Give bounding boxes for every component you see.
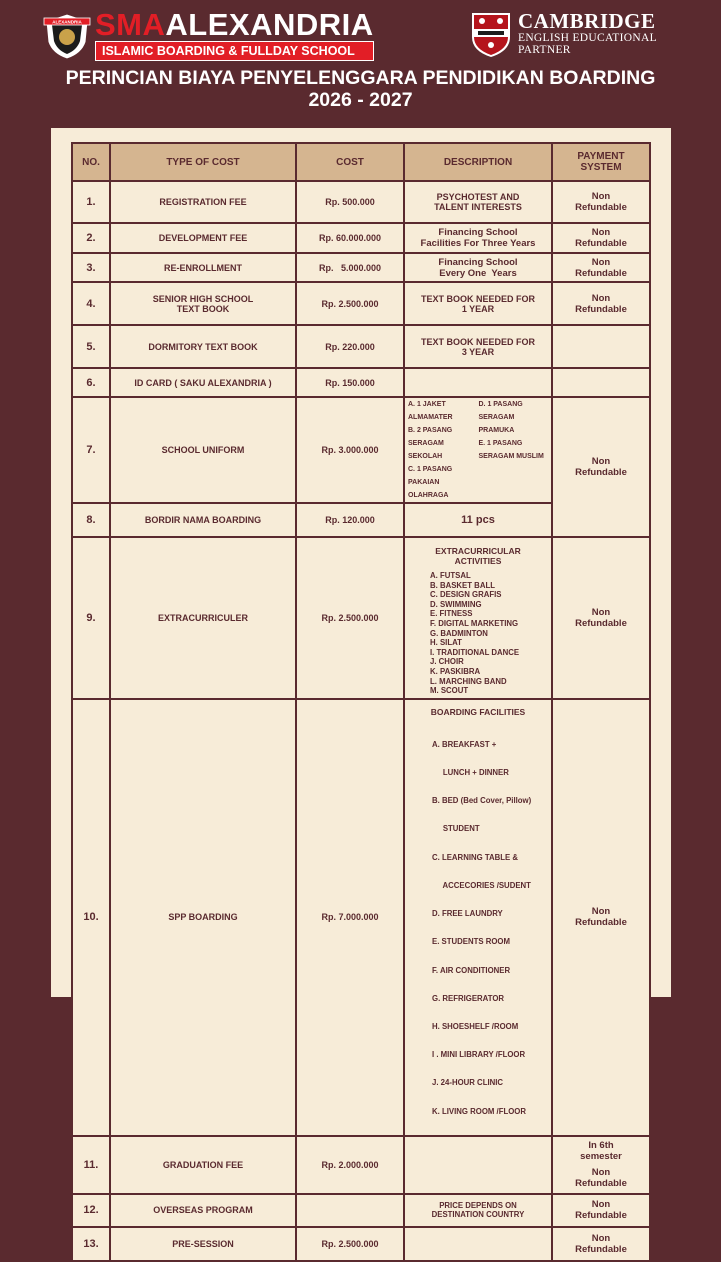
- desc-line2: DESTINATION COUNTRY: [431, 1210, 525, 1220]
- cambridge-line2: PARTNER: [518, 44, 571, 56]
- row-type: PRE-SESSION: [110, 1227, 296, 1261]
- row-payment: [552, 1227, 650, 1261]
- row-number: 6.: [72, 368, 110, 397]
- page-title: [0, 67, 721, 111]
- list-item: A. BREAKFAST +: [432, 739, 497, 749]
- row-cost: Rp. 2.500.000: [296, 537, 404, 699]
- row-description: [404, 1227, 552, 1261]
- list-item: J. CHOIR: [430, 657, 464, 667]
- desc-line2: Every One Years: [439, 267, 517, 279]
- list-item: M. SCOUT: [430, 686, 469, 696]
- uniform-list-right: D. 1 PASANG SERAGAM PRAMUKA E. 1 PASANG SERAGAM MUSLIM: [478, 401, 544, 460]
- list-item: A. FUTSAL: [430, 571, 471, 580]
- row-cost: Rp. 500.000: [296, 181, 404, 223]
- payment-line2: Refundable: [575, 1178, 627, 1190]
- row-number: 12.: [72, 1194, 110, 1227]
- desc-line2: 1 YEAR: [461, 303, 495, 314]
- row-type: EXTRACURRICULER: [110, 537, 296, 699]
- list-item: H. SILAT: [430, 638, 462, 648]
- row-payment: [552, 699, 650, 1136]
- school-brand: [95, 7, 374, 61]
- list-item: K. PASKIBRA: [430, 666, 481, 676]
- payment-line2: Refundable: [575, 303, 627, 315]
- table-header-row: [72, 143, 650, 181]
- row-cost: Rp. 2.000.000: [296, 1136, 404, 1194]
- payment-line1: Non: [591, 256, 611, 268]
- row-payment: [552, 181, 650, 223]
- list-item: D. SWIMMING: [430, 599, 482, 609]
- list-item: ACCECORIES /SUDENT: [432, 880, 531, 890]
- row-description: [404, 368, 552, 397]
- row-cost: Rp. 60.000.000: [296, 223, 404, 253]
- payment-line2: Refundable: [575, 202, 627, 213]
- row-number: 8.: [72, 503, 110, 537]
- row-description: [404, 223, 552, 253]
- cambridge-partner: [518, 10, 657, 56]
- list-item: B. BASKET BALL: [430, 580, 495, 590]
- row-type: SPP BOARDING: [110, 699, 296, 1136]
- header-no: NO.: [72, 143, 110, 181]
- desc-line1: TEXT BOOK NEEDED FOR: [420, 293, 535, 304]
- row-description: [404, 181, 552, 223]
- row-description: [404, 1194, 552, 1227]
- table-row: [72, 253, 650, 282]
- table-row: [72, 1194, 650, 1227]
- list-item: H. SHOESHELF /ROOM: [432, 1022, 519, 1031]
- payment-line1: Non: [591, 191, 611, 202]
- school-name: [95, 7, 374, 42]
- payment-line2: Refundable: [575, 467, 627, 478]
- desc-line1: PRICE DEPENDS ON: [439, 1201, 517, 1211]
- row-type: DORMITORY TEXT BOOK: [110, 325, 296, 368]
- desc-line2: Facilities For Three Years: [420, 238, 536, 249]
- header-payment-line2: SYSTEM: [580, 162, 622, 173]
- row-description: [404, 537, 552, 699]
- row-number: 4.: [72, 282, 110, 325]
- row-number: 11.: [72, 1136, 110, 1194]
- payment-line2: Refundable: [575, 1243, 627, 1255]
- list-item: G. REFRIGERATOR: [432, 993, 505, 1003]
- desc-line1: Financing School: [438, 227, 518, 238]
- row-description: [404, 282, 552, 325]
- desc-line1: TEXT BOOK NEEDED FOR: [420, 336, 535, 347]
- header-cost: COST: [296, 143, 404, 181]
- list-item: F. DIGITAL MARKETING: [430, 618, 519, 628]
- table-row: [72, 397, 650, 503]
- cambridge-name: CAMBRIDGE: [518, 9, 656, 33]
- row-cost: Rp. 150.000: [296, 368, 404, 397]
- payment-line1: Non: [591, 227, 611, 238]
- payment-line1: Non: [591, 456, 611, 467]
- list-item: G. BADMINTON: [430, 628, 488, 638]
- table-row: [72, 537, 650, 699]
- list-title-line2: ACTIVITIES: [454, 556, 502, 566]
- row-description: [404, 253, 552, 282]
- list-item: I. TRADITIONAL DANCE: [430, 647, 520, 657]
- row-cost: Rp. 220.000: [296, 325, 404, 368]
- header-payment-line1: PAYMENT: [577, 151, 625, 162]
- type-line1: SENIOR HIGH SCHOOL: [152, 293, 254, 304]
- header-type: TYPE OF COST: [110, 143, 296, 181]
- payment-line2: Refundable: [575, 917, 627, 929]
- row-payment: [552, 1194, 650, 1227]
- table-row: [72, 282, 650, 325]
- payment-note-line2: semester: [580, 1151, 622, 1163]
- title-line-1: PERINCIAN BIAYA PENYELENGGARA PENDIDIKAN BOARDING: [65, 67, 656, 89]
- list-item: J. 24-HOUR CLINIC: [432, 1078, 504, 1088]
- row-number: 3.: [72, 253, 110, 282]
- row-type: SCHOOL UNIFORM: [110, 397, 296, 503]
- school-name-part1: SMA: [95, 7, 166, 42]
- row-number: 13.: [72, 1227, 110, 1261]
- header: [0, 0, 721, 120]
- row-number: 5.: [72, 325, 110, 368]
- row-type: GRADUATION FEE: [110, 1136, 296, 1194]
- cambridge-shield-icon: [470, 11, 512, 59]
- payment-line1: Non: [591, 1167, 611, 1179]
- list-item: I . MINI LIBRARY /FLOOR: [432, 1050, 526, 1060]
- desc-line1: PSYCHOTEST AND: [436, 192, 520, 202]
- row-number: 10.: [72, 699, 110, 1136]
- row-number: 9.: [72, 537, 110, 699]
- list-item: E. STUDENTS ROOM: [432, 937, 510, 947]
- row-type: ID CARD ( SAKU ALEXANDRIA ): [110, 368, 296, 397]
- table-row: [72, 1227, 650, 1261]
- table-row: [72, 1136, 650, 1194]
- table-row: [72, 699, 650, 1136]
- payment-note-line1: In 6th: [588, 1140, 614, 1152]
- boarding-facilities-list: [408, 721, 548, 1135]
- row-type: [110, 282, 296, 325]
- row-type: DEVELOPMENT FEE: [110, 223, 296, 253]
- cost-table: [71, 142, 651, 1262]
- desc-line1: Financing School: [438, 256, 518, 268]
- row-description: [404, 325, 552, 368]
- table-row: [72, 368, 650, 397]
- list-item: D. FREE LAUNDRY: [432, 909, 503, 919]
- list-item: LUNCH + DINNER: [432, 768, 509, 778]
- title-line-2: 2026 - 2027: [308, 89, 413, 111]
- row-type: RE-ENROLLMENT: [110, 253, 296, 282]
- uniform-list: [408, 398, 549, 502]
- row-payment: [552, 368, 650, 397]
- uniform-list-left: A. 1 JAKET ALMAMATER B. 2 PASANG SERAGAM SEKOLAH C. 1 PASANG PAKAIAN OLAHRAGA: [408, 401, 453, 499]
- payment-line2: Refundable: [575, 618, 627, 629]
- school-crest-icon: [42, 12, 92, 60]
- cambridge-line1: ENGLISH EDUCATIONAL: [518, 32, 657, 44]
- row-payment: [552, 282, 650, 325]
- row-payment: [552, 537, 650, 699]
- row-payment: [552, 253, 650, 282]
- extracurricular-list: [408, 571, 548, 696]
- row-number: 1.: [72, 181, 110, 223]
- payment-line1: Non: [591, 906, 611, 918]
- row-description: [404, 1136, 552, 1194]
- school-subtitle: ISLAMIC BOARDING & FULLDAY SCHOOL: [95, 41, 374, 61]
- payment-line1: Non: [591, 1199, 611, 1211]
- list-item: B. BED (Bed Cover, Pillow): [432, 796, 532, 806]
- row-type: BORDIR NAMA BOARDING: [110, 503, 296, 537]
- desc-line2: TALENT INTERESTS: [434, 202, 522, 212]
- payment-line1: Non: [591, 1232, 611, 1244]
- row-cost: Rp. 3.000.000: [296, 397, 404, 503]
- row-number: 7.: [72, 397, 110, 503]
- list-title: [408, 546, 548, 566]
- row-description: [404, 397, 552, 503]
- desc-line2: 3 YEAR: [461, 346, 495, 357]
- list-item: L. MARCHING BAND: [430, 676, 507, 686]
- row-payment: [552, 325, 650, 368]
- list-item: STUDENT: [432, 824, 480, 834]
- row-cost: Rp. 2.500.000: [296, 1227, 404, 1261]
- payment-line1: Non: [591, 292, 611, 304]
- table-row: [72, 181, 650, 223]
- payment-line1: Non: [591, 607, 611, 618]
- list-title-line1: EXTRACURRICULAR: [435, 546, 521, 556]
- list-item: C. LEARNING TABLE &: [432, 852, 519, 862]
- row-type: REGISTRATION FEE: [110, 181, 296, 223]
- payment-line2: Refundable: [575, 1210, 627, 1222]
- list-item: C. DESIGN GRAFIS: [430, 590, 502, 600]
- row-type: OVERSEAS PROGRAM: [110, 1194, 296, 1227]
- list-title: BOARDING FACILITIES: [430, 707, 526, 717]
- row-payment: [552, 397, 650, 537]
- table-row: [72, 223, 650, 253]
- list-item: E. FITNESS: [430, 609, 473, 619]
- row-cost: Rp. 2.500.000: [296, 282, 404, 325]
- payment-line2: Refundable: [575, 238, 627, 249]
- logo-ribbon-text: ALEXANDRIA: [52, 19, 82, 25]
- table-row: [72, 325, 650, 368]
- list-item: F. AIR CONDITIONER: [432, 965, 511, 975]
- header-description: DESCRIPTION: [404, 143, 552, 181]
- row-cost: Rp. 5.000.000: [296, 253, 404, 282]
- row-cost: Rp. 7.000.000: [296, 699, 404, 1136]
- row-cost: [296, 1194, 404, 1227]
- school-name-part2: ALEXANDRIA: [165, 7, 374, 42]
- row-number: 2.: [72, 223, 110, 253]
- list-item: K. LIVING ROOM /FLOOR: [432, 1106, 526, 1116]
- row-payment: [552, 1136, 650, 1194]
- type-line2: TEXT BOOK: [176, 303, 230, 314]
- payment-line2: Refundable: [575, 267, 627, 279]
- header-payment: [552, 143, 650, 181]
- row-description: 11 pcs: [404, 503, 552, 537]
- row-payment: [552, 223, 650, 253]
- row-cost: Rp. 120.000: [296, 503, 404, 537]
- row-description: [404, 699, 552, 1136]
